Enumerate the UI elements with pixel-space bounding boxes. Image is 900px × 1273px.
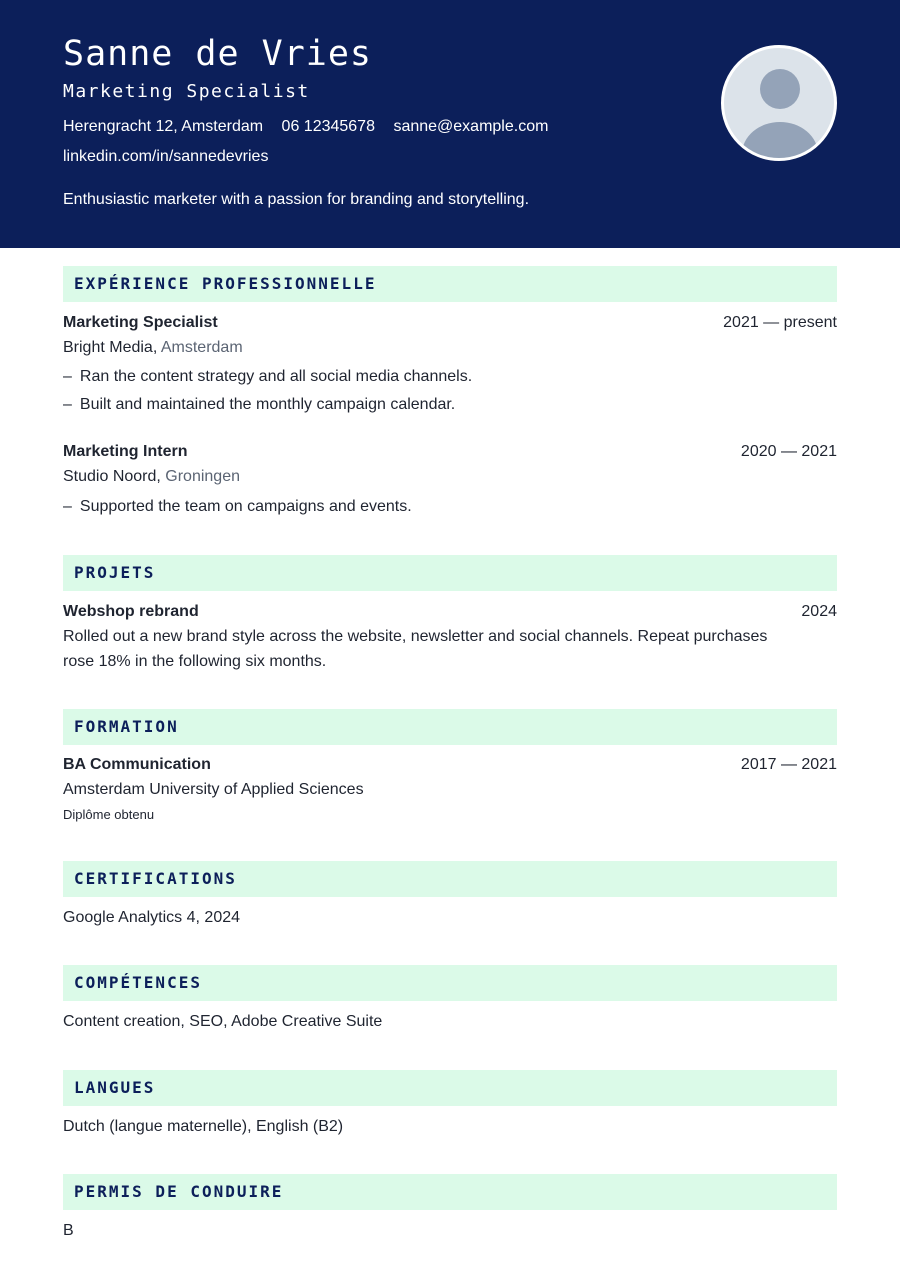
resume-header xyxy=(0,0,900,248)
contact-email: sanne@example.com xyxy=(393,118,549,135)
job-bullet: – Built and maintained the monthly campaign calendar. xyxy=(63,396,455,414)
school-name: Amsterdam University of Applied Sciences xyxy=(63,781,364,798)
section-title: CERTIFICATIONS xyxy=(74,869,237,888)
contact-line xyxy=(63,118,562,136)
project-description-line: rose 18% in the following six months. xyxy=(63,653,327,670)
section-title: PERMIS DE CONDUIRE xyxy=(74,1182,284,1201)
section-title: LANGUES xyxy=(74,1078,156,1097)
company-city: Amsterdam xyxy=(160,339,243,356)
job-title: Marketing Intern xyxy=(63,443,188,460)
section-certifications-header xyxy=(63,861,837,897)
job-dates: 2020 — 2021 xyxy=(740,443,837,460)
degree-title: BA Communication xyxy=(63,756,211,773)
certifications-text: Google Analytics 4, 2024 xyxy=(63,909,241,926)
section-title: COMPÉTENCES xyxy=(74,973,202,992)
section-skills-header xyxy=(63,965,837,1001)
license-text: B xyxy=(63,1222,74,1239)
job-company: Bright Media, Amsterdam xyxy=(63,339,243,356)
company-city: Groningen xyxy=(165,468,240,485)
job-bullet: – Ran the content strategy and all social media channels. xyxy=(63,368,472,386)
section-title: EXPÉRIENCE PROFESSIONNELLE xyxy=(74,274,377,293)
section-title: PROJETS xyxy=(74,563,156,582)
project-year: 2024 xyxy=(801,603,837,620)
degree-note: Diplôme obtenu xyxy=(63,807,155,822)
contact-linkedin: linkedin.com/in/sannedevries xyxy=(63,148,269,165)
section-projects-header xyxy=(63,555,837,591)
job-company: Studio Noord, Groningen xyxy=(63,468,240,485)
contact-phone: 06 12345678 xyxy=(281,118,375,135)
avatar-head xyxy=(760,69,800,109)
company-name: Bright Media xyxy=(63,339,153,356)
company-name: Studio Noord xyxy=(63,468,157,485)
candidate-role: Marketing Specialist xyxy=(63,81,310,102)
job-dates: 2021 — present xyxy=(723,314,837,331)
skills-text: Content creation, SEO, Adobe Creative Suite xyxy=(63,1013,383,1030)
candidate-name: Sanne de Vries xyxy=(63,34,373,74)
avatar-body xyxy=(742,122,818,161)
job-bullet: – Supported the team on campaigns and events. xyxy=(63,498,412,516)
languages-text: Dutch (langue maternelle), English (B2) xyxy=(63,1118,344,1135)
job-title: Marketing Specialist xyxy=(63,314,218,331)
section-languages-header xyxy=(63,1070,837,1106)
degree-dates: 2017 — 2021 xyxy=(740,756,837,773)
section-education-header xyxy=(63,709,837,745)
avatar-placeholder-icon xyxy=(721,45,837,161)
contact-address: Herengracht 12, Amsterdam xyxy=(63,118,264,135)
section-experience-header xyxy=(63,266,837,302)
project-description-line: Rolled out a new brand style across the website, newsletter and social channels. Repeat purchases xyxy=(63,628,768,645)
section-license-header xyxy=(63,1174,837,1210)
project-title: Webshop rebrand xyxy=(63,603,199,620)
profile-summary: Enthusiastic marketer with a passion for branding and storytelling. xyxy=(63,191,530,208)
section-title: FORMATION xyxy=(74,717,179,736)
